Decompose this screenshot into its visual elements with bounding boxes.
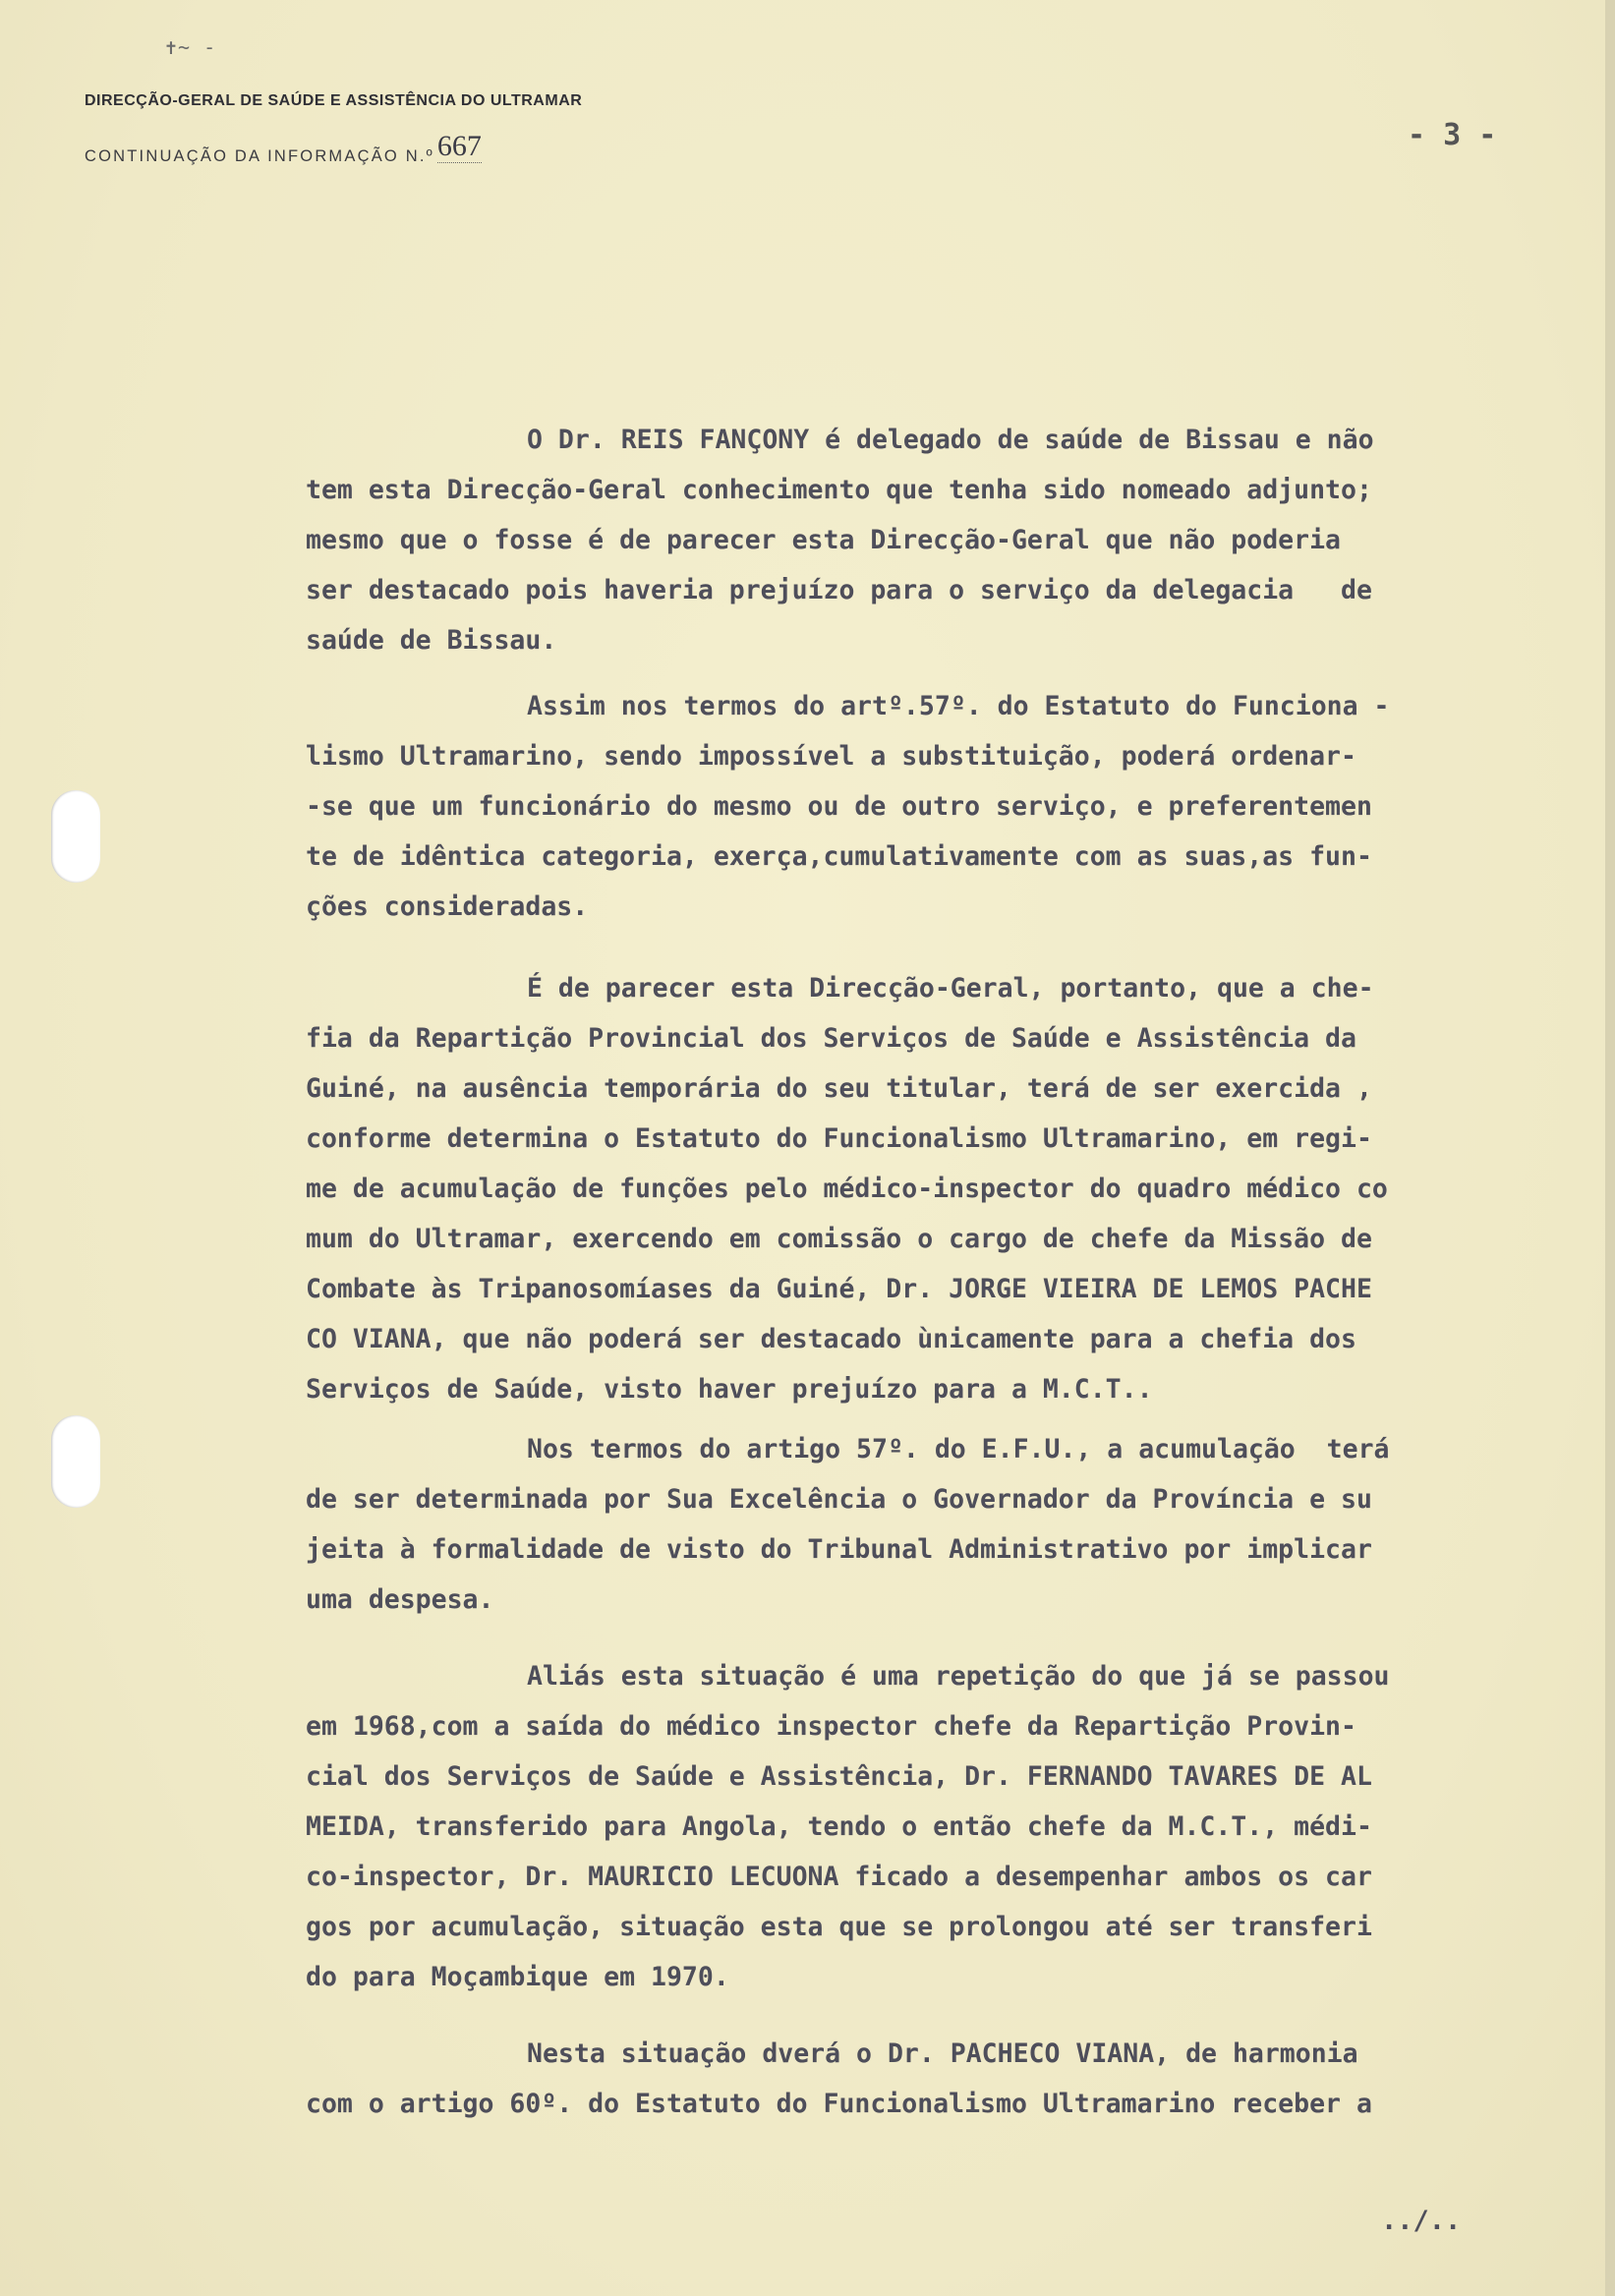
punch-hole xyxy=(51,1415,100,1508)
text-line: saúde de Bissau. xyxy=(306,625,557,656)
text-line: ser destacado pois haveria prejuízo para o serviço da delegacia de xyxy=(306,575,1372,605)
text-line: O Dr. REIS FANÇONY é delegado de saúde de Bissau e não xyxy=(527,425,1374,455)
text-line: MEIDA, transferido para Angola, tendo o então chefe da M.C.T., médi- xyxy=(306,1811,1372,1842)
punch-hole xyxy=(51,790,100,883)
text-line: uma despesa. xyxy=(306,1584,494,1615)
text-line: gos por acumulação, situação esta que se prolongou até ser transferi xyxy=(306,1912,1372,1942)
page-edge xyxy=(1605,0,1615,2296)
text-line: com o artigo 60º. do Estatuto do Funcionalismo Ultramarino receber a xyxy=(306,2089,1372,2119)
text-line: -se que um funcionário do mesmo ou de outro serviço, e preferentemen xyxy=(306,791,1372,822)
text-line: cial dos Serviços de Saúde e Assistência, Dr. FERNANDO TAVARES DE AL xyxy=(306,1761,1372,1792)
text-line: tem esta Direcção-Geral conhecimento que tenha sido nomeado adjunto; xyxy=(306,475,1372,505)
text-line: CO VIANA, que não poderá ser destacado ùnicamente para a chefia dos xyxy=(306,1324,1356,1354)
continuation-header xyxy=(85,130,482,169)
text-line: conforme determina o Estatuto do Funcionalismo Ultramarino, em regi- xyxy=(306,1123,1372,1154)
text-line: do para Moçambique em 1970. xyxy=(306,1962,729,1992)
text-line: me de acumulação de funções pelo médico-inspector do quadro médico co xyxy=(306,1174,1388,1204)
text-line: É de parecer esta Direcção-Geral, portanto, que a che- xyxy=(527,973,1374,1004)
text-line: de ser determinada por Sua Excelência o Governador da Província e su xyxy=(306,1484,1372,1515)
text-line: Aliás esta situação é uma repetição do que já se passou xyxy=(527,1661,1390,1692)
text-line: ções consideradas. xyxy=(306,891,589,922)
text-line: Nos termos do artigo 57º. do E.F.U., a acumulação terá xyxy=(527,1434,1390,1464)
text-line: mum do Ultramar, exercendo em comissão o cargo de chefe da Missão de xyxy=(306,1224,1372,1254)
handwritten-mark: ✝~ - xyxy=(165,35,217,59)
text-line: lismo Ultramarino, sendo impossível a substituição, poderá ordenar- xyxy=(306,741,1356,772)
text-line: Nesta situação dverá o Dr. PACHECO VIANA, de harmonia xyxy=(527,2038,1358,2069)
text-line: Serviços de Saúde, visto haver prejuízo para a M.C.T.. xyxy=(306,1374,1153,1405)
continuation-marker: ../.. xyxy=(1381,2206,1462,2236)
text-line: te de idêntica categoria, exerça,cumulativamente com as suas,as fun- xyxy=(306,841,1372,872)
text-line: Guiné, na ausência temporária do seu titular, terá de ser exercida , xyxy=(306,1073,1372,1104)
text-line: jeita à formalidade de visto do Tribunal Administrativo por implicar xyxy=(306,1534,1372,1565)
text-line: fia da Repartição Provincial dos Serviços de Saúde e Assistência da xyxy=(306,1023,1356,1054)
text-line: mesmo que o fosse é de parecer esta Direcção-Geral que não poderia xyxy=(306,525,1341,555)
text-line: Combate às Tripanosomíases da Guiné, Dr. JORGE VIEIRA DE LEMOS PACHE xyxy=(306,1274,1372,1304)
text-line: co-inspector, Dr. MAURICIO LECUONA ficado a desempenhar ambos os car xyxy=(306,1862,1372,1892)
continuation-label: CONTINUAÇÃO DA INFORMAÇÃO N.º xyxy=(85,147,434,165)
text-line: em 1968,com a saída do médico inspector chefe da Repartição Provin- xyxy=(306,1711,1356,1742)
information-number: 667 xyxy=(436,130,482,162)
text-line: Assim nos termos do artº.57º. do Estatuto do Funciona - xyxy=(527,691,1390,721)
department-header: DIRECÇÃO-GERAL DE SAÚDE E ASSISTÊNCIA DO ULTRAMAR xyxy=(85,92,583,109)
page-number: - 3 - xyxy=(1408,118,1497,152)
